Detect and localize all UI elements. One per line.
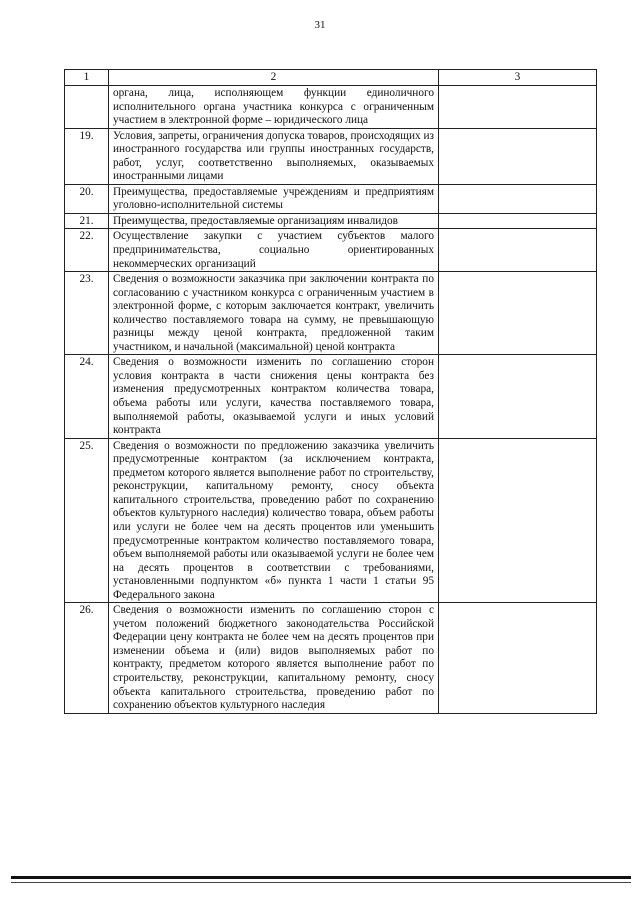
row-text: Сведения о возможности по предложению заказчика увеличить предусмотренные контрактом (за исключением контракта, предметом которого является выполнение работ по строительству, реконструкции, капитальному ремонту, сносу объекта капитального строительства, проведению работ по сохранению объектов культурного наследия) количество товара, объем работы или услуги не более чем на десять процентов или уменьшить предусмотренные контрактом количество поставляемого товара, объем выполняемой работы или оказываемой услуги не более чем на десять процентов в соответствии с требованиями, установленными подпунктом «б» пункта 1 части 1 статьи 95 Федерального закона — [109, 438, 439, 603]
footer-divider-thin — [11, 882, 631, 883]
table-row — [65, 438, 597, 603]
row-number: 21. — [65, 213, 109, 229]
row-note — [439, 603, 597, 713]
table-header-row — [65, 70, 597, 86]
row-number: 19. — [65, 128, 109, 184]
row-note — [439, 438, 597, 603]
row-text: Сведения о возможности изменить по соглашению сторон условия контракта в части снижения цены контракта без изменения предусмотренных контрактом количества товара, объема работы или услуги, качества поставляемого товара, выполняемой работы, оказываемой услуги и иных условий контракта — [109, 355, 439, 438]
footer-divider — [11, 876, 631, 879]
table-row — [65, 184, 597, 213]
row-text: Преимущества, предоставляемые организациям инвалидов — [109, 213, 439, 229]
page-number: 31 — [314, 19, 326, 31]
row-note — [439, 272, 597, 355]
row-text: Сведения о возможности изменить по соглашению сторон с учетом положений бюджетного законодательства Российской Федерации цену контракта не более чем на десять процентов при изменении объема и (или) видов выполняемых работ по контракту, предметом которого является выполнение работ по строительству, реконструкции, капитальному ремонту, сносу объекта капитального строительства, проведению работ по сохранению объектов культурного наследия — [109, 603, 439, 713]
row-number: 20. — [65, 184, 109, 213]
row-note — [439, 184, 597, 213]
row-text: органа, лица, исполняющем функции единоличного исполнительного органа участника конкурса с ограниченным участием в электронной форме – юридического лица — [109, 86, 439, 129]
column-header-2: 2 — [109, 70, 439, 86]
row-note — [439, 128, 597, 184]
row-number: 22. — [65, 229, 109, 272]
column-header-1: 1 — [65, 70, 109, 86]
row-note — [439, 213, 597, 229]
column-header-3: 3 — [439, 70, 597, 86]
table-row — [65, 86, 597, 129]
row-number: 26. — [65, 603, 109, 713]
row-text: Условия, запреты, ограничения допуска товаров, происходящих из иностранного государства или группы иностранных государств, работ, услуг, соответственно выполняемых, оказываемых иностранными лицами — [109, 128, 439, 184]
row-number — [65, 86, 109, 129]
table-row — [65, 229, 597, 272]
table-row — [65, 355, 597, 438]
row-number: 23. — [65, 272, 109, 355]
row-number: 25. — [65, 438, 109, 603]
row-text: Сведения о возможности заказчика при заключении контракта по согласованию с участником конкурса с ограниченным участием в электронной форме, с которым заключается контракт, увеличить количество поставляемого товара на сумму, не превышающую разницы между ценой контракта, предложенной таким участником, и начальной (максимальной) ценой контракта — [109, 272, 439, 355]
table-row — [65, 213, 597, 229]
table-row — [65, 603, 597, 713]
document-table — [64, 69, 597, 714]
row-note — [439, 355, 597, 438]
row-note — [439, 86, 597, 129]
row-note — [439, 229, 597, 272]
row-number: 24. — [65, 355, 109, 438]
row-text: Преимущества, предоставляемые учреждениям и предприятиям уголовно-исполнительной системы — [109, 184, 439, 213]
table-row — [65, 272, 597, 355]
table-row — [65, 128, 597, 184]
row-text: Осуществление закупки с участием субъектов малого предпринимательства, социально ориентированных некоммерческих организаций — [109, 229, 439, 272]
